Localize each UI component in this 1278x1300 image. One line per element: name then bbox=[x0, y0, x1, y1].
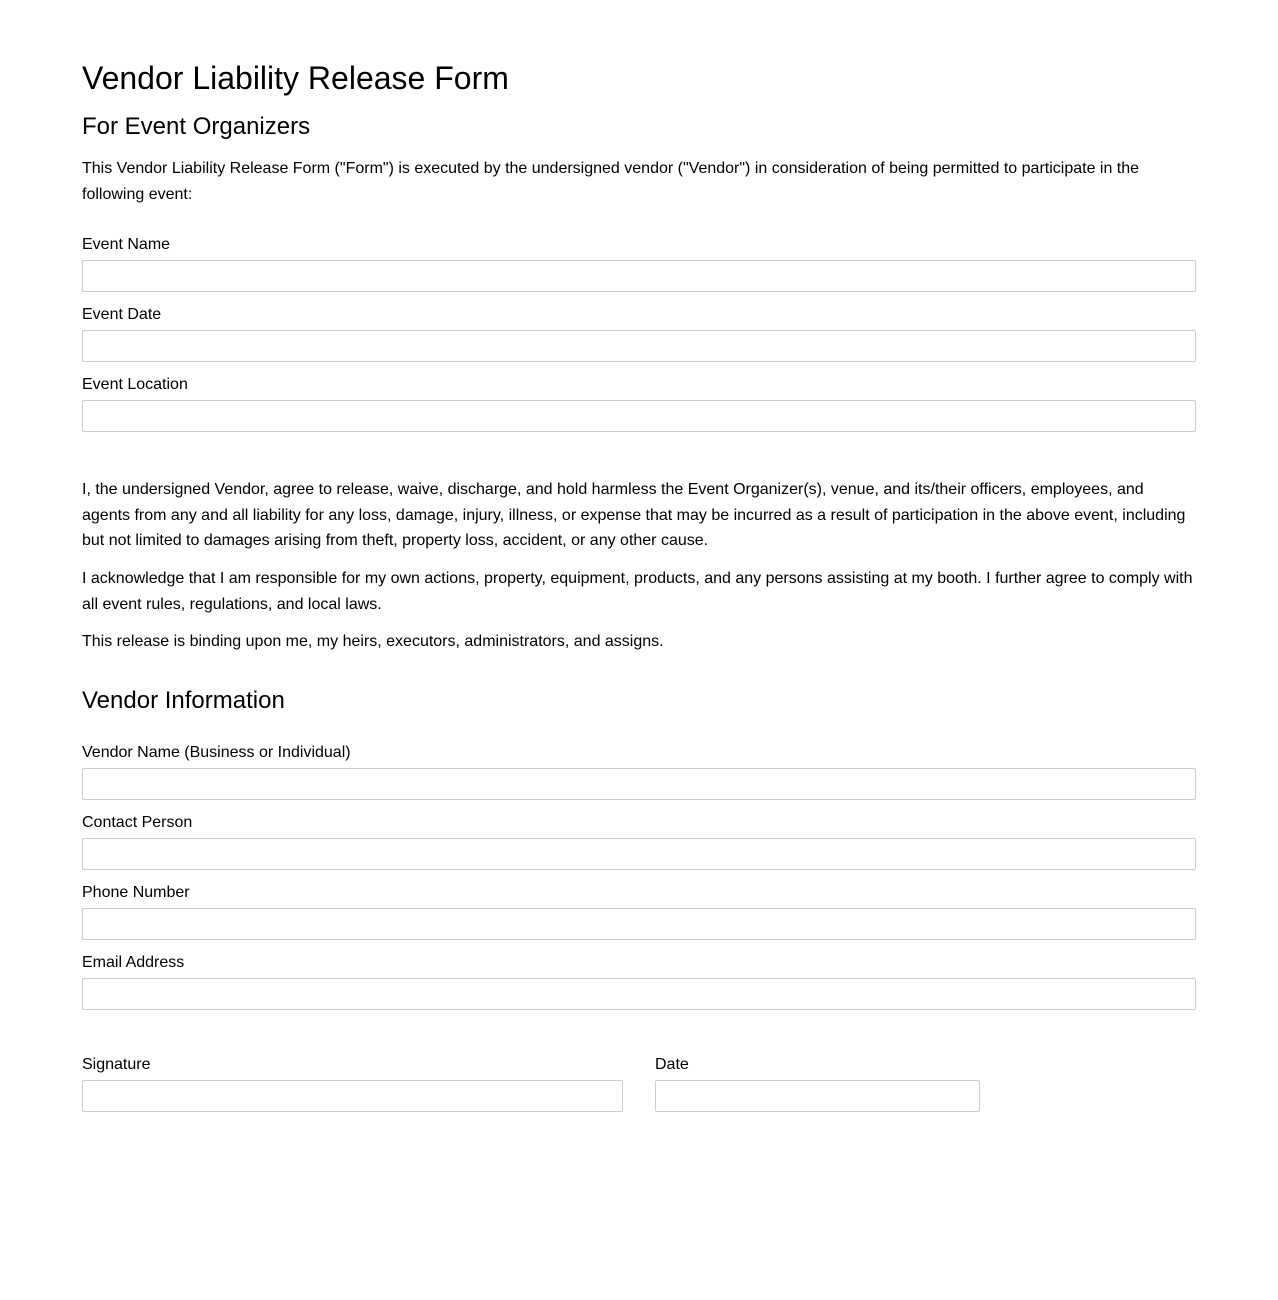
vendor-info-heading: Vendor Information bbox=[82, 687, 285, 714]
vendor-name-input[interactable] bbox=[82, 768, 1196, 800]
event-location-label: Event Location bbox=[82, 376, 188, 393]
email-address-label: Email Address bbox=[82, 954, 185, 971]
event-name-label: Event Name bbox=[82, 236, 171, 253]
page-title: Vendor Liability Release Form bbox=[82, 60, 509, 96]
date-label: Date bbox=[655, 1056, 689, 1073]
page-subtitle: For Event Organizers bbox=[82, 113, 311, 140]
binding-paragraph: This release is binding upon me, my heirs, executors, administrators, and assigns. bbox=[82, 633, 664, 650]
vendor-name-label: Vendor Name (Business or Individual) bbox=[82, 744, 351, 761]
event-date-label: Event Date bbox=[82, 306, 162, 323]
contact-person-label: Contact Person bbox=[82, 814, 193, 831]
intro-paragraph: This Vendor Liability Release Form ("Form") is executed by the undersigned vendor ("Vendor") in consideration of being permitted to participate in the following event: bbox=[82, 160, 1140, 203]
event-location-input[interactable] bbox=[82, 400, 1196, 432]
contact-person-input[interactable] bbox=[82, 838, 1196, 870]
responsibility-paragraph: I acknowledge that I am responsible for my own actions, property, equipment, products, and any persons assisting at my booth. I further agree to comply with all event rules, regulations, and local laws. bbox=[82, 570, 1193, 613]
date-input[interactable] bbox=[655, 1080, 980, 1112]
event-date-input[interactable] bbox=[82, 330, 1196, 362]
event-name-input[interactable] bbox=[82, 260, 1196, 292]
release-paragraph: I, the undersigned Vendor, agree to release, waive, discharge, and hold harmless the Event Organizer(s), venue, and its/their officers, employees, and agents from any and all liability for any loss, damage, injury, illness, or expense that may be incurred as a result of participation in the above event, including but not limited to damages arising from theft, property loss, accident, or any other cause. bbox=[82, 481, 1186, 550]
signature-input[interactable] bbox=[82, 1080, 623, 1112]
signature-label: Signature bbox=[82, 1056, 151, 1073]
phone-number-label: Phone Number bbox=[82, 884, 190, 901]
email-address-input[interactable] bbox=[82, 978, 1196, 1010]
phone-number-input[interactable] bbox=[82, 908, 1196, 940]
